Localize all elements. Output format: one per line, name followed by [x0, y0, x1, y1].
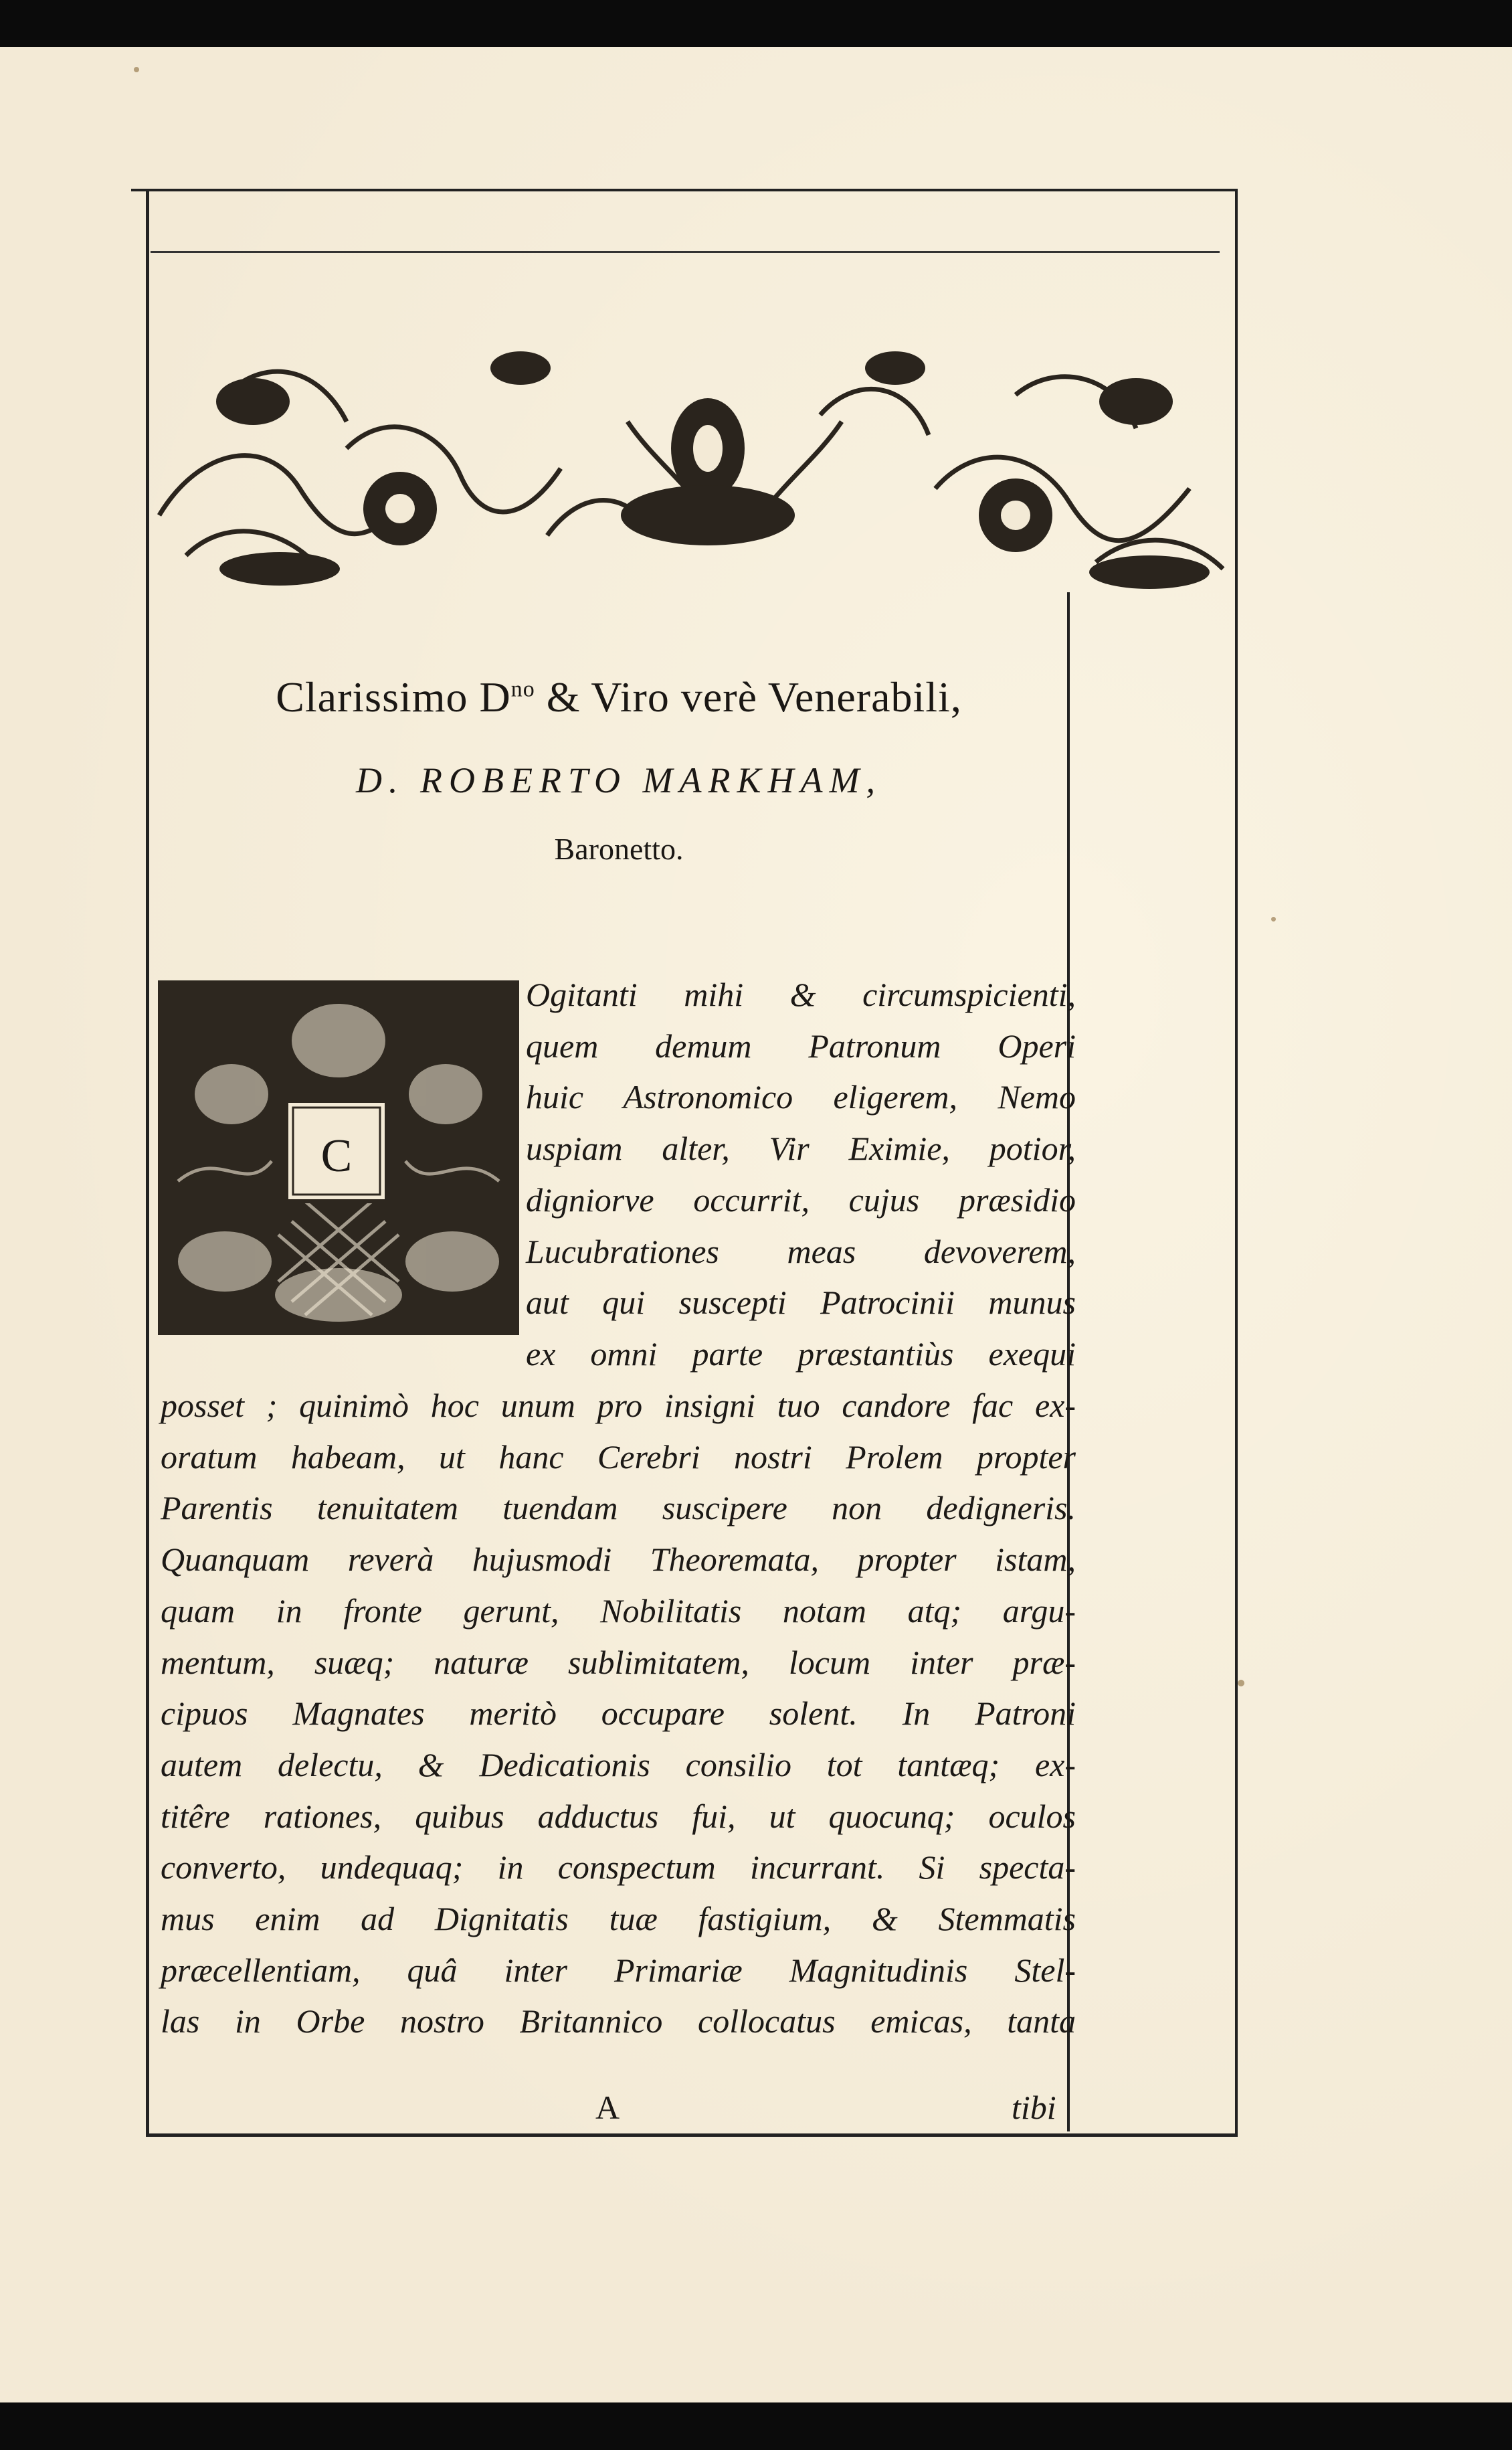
text-line: cipuos Magnates meritò occupare solent. In Patroni	[161, 1694, 1076, 1733]
headpiece-ornament	[146, 315, 1235, 596]
text-line: uspiam alter, Vir Eximie, potior,	[526, 1130, 1076, 1168]
book-page	[0, 47, 1512, 2402]
top-rule	[131, 189, 1236, 191]
text-line: oratum habeam, ut hanc Cerebri nostri Prolem propter	[161, 1437, 1076, 1476]
dedicatee-name: D. ROBERTO MARKHAM,	[356, 760, 882, 800]
signature-mark: A	[595, 2089, 620, 2126]
top-inner-rule	[151, 251, 1220, 253]
dedication-pre: Clarissimo D	[276, 673, 511, 721]
foxing-spot	[1238, 1680, 1244, 1686]
foxing-spot	[1271, 917, 1276, 922]
text-line: huic Astronomico eligerem, Nemo	[526, 1078, 1076, 1116]
foxing-spot	[134, 67, 139, 72]
text-line: Quanquam reverà hujusmodi Theoremata, propter istam,	[161, 1541, 1076, 1579]
text-line: Ogitanti mihi & circumspicienti,	[526, 976, 1076, 1013]
text-line: quem demum Patronum Operi	[526, 1027, 1076, 1065]
text-line: aut qui suscepti Patrocinii munus	[526, 1284, 1076, 1322]
text-line: ex omni parte præstantiùs exequi	[526, 1334, 1076, 1373]
text-line: digniorve occurrit, cujus præsidio	[526, 1180, 1076, 1219]
text-line: posset ; quinimò hoc unum pro insigni tuo candore fac ex-	[161, 1387, 1076, 1424]
text-line: quam in fronte gerunt, Nobilitatis notam atq; argu-	[161, 1591, 1076, 1630]
text-line: autem delectu, & Dedicationis consilio tot tantæq; ex-	[161, 1745, 1076, 1783]
initial-letter: C	[320, 1130, 353, 1182]
text-line: Lucubrationes meas devoverem,	[526, 1232, 1076, 1270]
frame-bottom-rule	[146, 2133, 1238, 2137]
dedication-sup: no	[510, 677, 535, 702]
dedication-post: & Viro verè Venerabili,	[535, 673, 962, 721]
opening-paragraph	[526, 969, 1076, 1380]
body-paragraph	[161, 1380, 1076, 2047]
text-line: mentum, suæq; naturæ sublimitatem, locum inter præ-	[161, 1643, 1076, 1681]
dedication-heading	[174, 673, 1064, 722]
frame-right-rule	[1235, 189, 1238, 2136]
text-line: Parentis tenuitatem tuendam suscipere non dedigneris.	[161, 1489, 1076, 1527]
text-line: præcellentiam, quâ inter Primariæ Magnitudinis Stel-	[161, 1951, 1076, 1989]
text-line: las in Orbe nostro Britannico collocatus emicas, tanta	[161, 2002, 1076, 2040]
catchword: tibi	[1012, 2089, 1056, 2126]
text-line: mus enim ad Dignitatis tuæ fastigium, & Stemmatis	[161, 1900, 1076, 1938]
dedicatee-title: Baronetto.	[554, 832, 684, 866]
text-line: titêre rationes, quibus adductus fui, ut quocunq; oculos	[161, 1797, 1076, 1835]
text-line: converto, undequaq; in conspectum incurrant. Si specta-	[161, 1848, 1076, 1887]
